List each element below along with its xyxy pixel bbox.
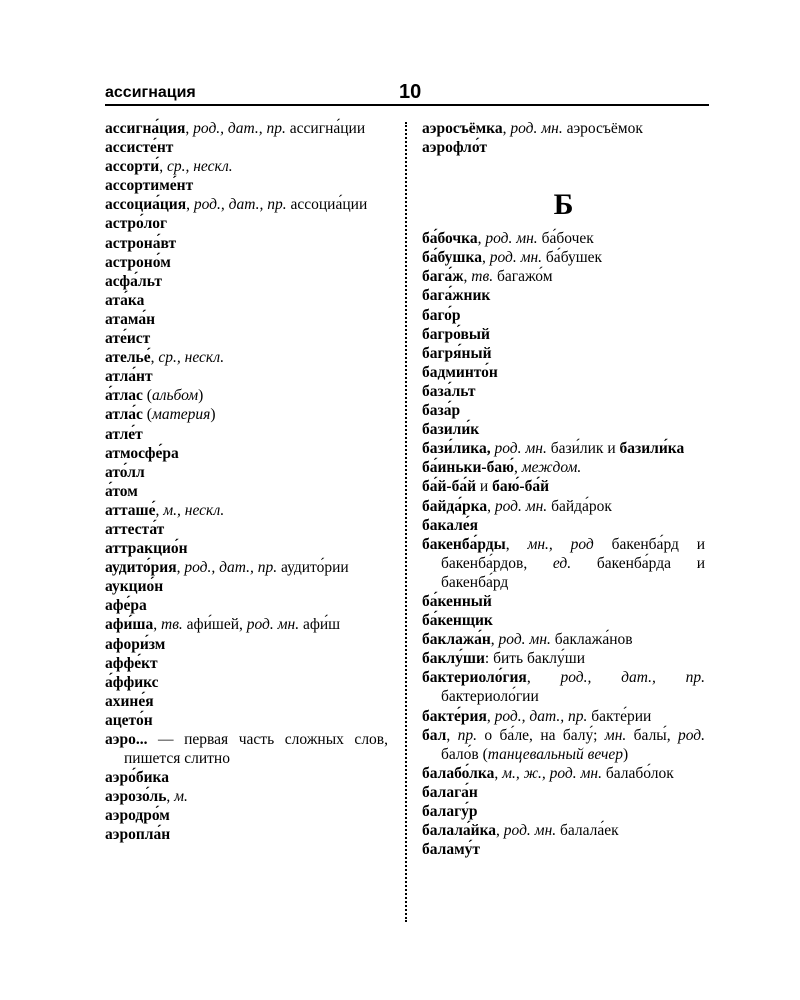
dictionary-entry [422, 535, 705, 592]
dictionary-entry [105, 253, 388, 272]
grammar-note: род. мн. [494, 497, 548, 515]
grammar-note: мн., род [527, 535, 594, 553]
entry-text: , [176, 559, 185, 577]
dictionary-entry [105, 329, 388, 348]
grammar-note: м., ж., род. мн. [502, 764, 602, 782]
entry-text: , [487, 497, 495, 515]
entry-text: афи́шей, [182, 616, 247, 634]
entry-text: , [505, 535, 528, 553]
entry-headword: аукцио́н [105, 578, 164, 596]
entry-headword: астроно́м [105, 253, 171, 271]
dictionary-entry [105, 425, 388, 444]
dictionary-entry [105, 577, 388, 596]
entry-text: , [486, 707, 495, 725]
grammar-note: род., дат., пр. [560, 669, 705, 687]
entry-headword: балага́н [422, 783, 478, 801]
entry-headword: ассорти́ [105, 158, 160, 176]
entry-headword: атла́нт [105, 368, 153, 386]
entry-headword: баламу́т [422, 841, 481, 859]
grammar-note: род. [678, 726, 706, 744]
entry-headword: баклу́ши [422, 650, 485, 668]
entry-text: багажо́м [493, 268, 553, 286]
entry-headword: аффе́кт [105, 654, 158, 672]
entry-headword: ата́ка [105, 291, 145, 309]
entry-text: , [496, 822, 504, 840]
grammar-note: род. мн. [485, 230, 538, 248]
entry-text: , [153, 616, 161, 634]
grammar-note: род., дат., пр. [184, 559, 278, 577]
dictionary-entry [105, 787, 388, 806]
entry-text: афи́ш [299, 616, 341, 634]
dictionary-entry [105, 615, 388, 634]
entry-text: ) [198, 387, 204, 405]
entry-text: ( [142, 387, 152, 405]
dictionary-entry [105, 501, 388, 520]
grammar-note: материя [151, 406, 211, 424]
entry-headword: ба́кенщик [422, 612, 493, 630]
entry-headword: база́льт [422, 382, 476, 400]
dictionary-entry [422, 229, 705, 248]
entry-text: , [185, 120, 194, 137]
entry-text: , [477, 230, 486, 248]
entry-text: , [526, 669, 561, 687]
entry-text: ба́бушек [542, 249, 603, 267]
dictionary-entry [422, 248, 705, 267]
dictionary-entry [422, 821, 705, 840]
entry-text: ( [142, 406, 152, 424]
entry-headword: асфа́льт [105, 272, 162, 290]
dictionary-entry [422, 649, 705, 668]
dictionary-entry [105, 195, 388, 214]
entry-headword: багря́ный [422, 344, 492, 362]
entry-headword: атташе́ [105, 501, 156, 519]
dictionary-entry [105, 272, 388, 291]
entry-text: , [446, 726, 458, 744]
entry-headword: ате́ист [105, 330, 151, 348]
page-number: 10 [399, 81, 422, 103]
dictionary-entry [105, 367, 388, 386]
entry-headword: аэропла́н [105, 826, 171, 844]
grammar-note: род., дат., пр. [193, 120, 286, 137]
entry-text: аудито́рии [277, 559, 349, 577]
dictionary-entry [105, 673, 388, 692]
grammar-note: тв. [471, 268, 494, 286]
dictionary-entry [422, 382, 705, 401]
page-header [105, 81, 709, 104]
entry-headword: бага́жник [422, 287, 491, 305]
dictionary-entry [422, 119, 705, 138]
grammar-note: род., дат., пр. [193, 196, 287, 214]
entry-text: , [186, 196, 194, 214]
dictionary-entry [422, 401, 705, 420]
entry-text: о ба́ле, на балу́; [477, 726, 605, 744]
dictionary-entry [105, 558, 388, 577]
entry-headword: база́р [422, 402, 461, 420]
dictionary-entry [105, 119, 388, 138]
dictionary-entry [105, 405, 388, 424]
entry-headword: атмосфе́ра [105, 444, 179, 462]
entry-text: бакенба́рд и бакенба́рдов, [441, 535, 706, 572]
dictionary-entry [422, 420, 705, 439]
entry-text: байда́рок [547, 497, 612, 515]
dictionary-entry [105, 539, 388, 558]
entry-headword: афе́ра [105, 597, 147, 615]
entry-headword: атeлье́ [105, 349, 151, 367]
dictionary-entry [422, 630, 705, 649]
dictionary-entry [105, 806, 388, 825]
entry-headword: атама́н [105, 310, 156, 328]
entry-headword: базили́ка [619, 440, 685, 458]
entry-text: — первая часть сложных слов, пишется слитно [124, 731, 388, 768]
entry-text: ассоциа́ции [286, 196, 368, 214]
dictionary-entry [105, 176, 388, 195]
entry-headword: бакенба́рды [422, 535, 506, 553]
dictionary-entry [105, 214, 388, 233]
dictionary-entry [105, 730, 388, 768]
grammar-note: танцевальный вечер [487, 745, 624, 763]
dictionary-entry [422, 611, 705, 630]
dictionary-entry [105, 768, 388, 787]
entry-headword: ассисте́нт [105, 139, 174, 157]
grammar-note: ед. [552, 554, 572, 572]
dictionary-entry [105, 291, 388, 310]
entry-headword: аттеста́т [105, 520, 165, 538]
dictionary-entry [422, 477, 705, 496]
entry-headword: ассортиме́нт [105, 177, 194, 195]
entry-headword: аудито́рия [105, 559, 177, 577]
entry-text: балала́ек [556, 822, 619, 840]
dictionary-entry [422, 325, 705, 344]
right-column-entries [422, 229, 705, 859]
entry-text: , [490, 631, 499, 649]
dictionary-entry [105, 692, 388, 711]
entry-headword: а́ффикс [105, 673, 159, 691]
entry-text: бакте́рии [587, 707, 652, 725]
dictionary-entry [422, 726, 705, 764]
grammar-note: род. мн. [246, 616, 300, 634]
grammar-note: мн. [604, 726, 627, 744]
entry-headword: балабо́лка [422, 764, 495, 782]
left-column [105, 119, 388, 845]
entry-headword: бал [422, 726, 447, 744]
entry-headword: ассоциа́ция [105, 196, 187, 214]
entry-text: : бить баклу́ши [484, 650, 585, 668]
dictionary-entry [105, 635, 388, 654]
grammar-note: альбом [151, 387, 199, 405]
section-letter: Б [553, 188, 574, 222]
entry-headword: а́тлас [105, 387, 143, 405]
dictionary-entry [422, 840, 705, 859]
grammar-note: род. мн. [498, 631, 551, 649]
dictionary-entry [422, 668, 705, 706]
entry-headword: баго́р [422, 306, 461, 324]
entry-text: ) [623, 745, 629, 763]
entry-headword: балагу́р [422, 803, 478, 820]
dictionary-entry [105, 348, 388, 367]
entry-headword: аэро... [105, 731, 148, 748]
grammar-note: род. мн. [503, 822, 557, 840]
entry-headword: афи́ша [105, 616, 154, 634]
entry-text: бало́в ( [441, 745, 488, 763]
entry-text: балабо́лок [601, 764, 674, 782]
entry-headword: а́том [105, 482, 138, 500]
entry-headword: бадминто́н [422, 363, 498, 381]
right-column-top-entries [422, 119, 705, 157]
dictionary-entry [422, 138, 705, 157]
dictionary-entry [105, 444, 388, 463]
entry-headword: атле́т [105, 425, 143, 443]
grammar-note: м. [174, 788, 188, 806]
grammar-note: род. мн. [489, 249, 543, 267]
entry-text: баклажа́нов [550, 631, 633, 649]
dictionary-entry [422, 516, 705, 535]
dictionary-entry [105, 482, 388, 501]
dictionary-entry [105, 310, 388, 329]
dictionary-entry [105, 825, 388, 844]
dictionary-entry [105, 463, 388, 482]
entry-text: , [481, 249, 490, 267]
running-headword: ассигнация [105, 84, 196, 101]
entry-headword: баклажа́н [422, 631, 491, 649]
dictionary-entry [422, 439, 705, 458]
dictionary-entry [422, 286, 705, 305]
entry-text: , [502, 120, 511, 137]
dictionary-entry [105, 234, 388, 253]
dictionary-entry [422, 306, 705, 325]
dictionary-entry [105, 157, 388, 176]
entry-text: , [159, 158, 167, 176]
entry-headword: ацето́н [105, 711, 153, 729]
dictionary-entry [422, 592, 705, 611]
entry-headword: бага́ж [422, 268, 464, 286]
dictionary-entry [105, 711, 388, 730]
entry-headword: бактериоло́гия [422, 669, 527, 687]
dictionary-entry [422, 497, 705, 516]
grammar-note: ср., нескл. [166, 158, 233, 176]
entry-text: ассигна́ции [285, 120, 366, 137]
entry-headword: баю́-ба́й [492, 478, 550, 496]
entry-headword: ахине́я [105, 692, 154, 710]
dictionary-entry [422, 363, 705, 382]
entry-headword: аэродро́м [105, 807, 170, 825]
entry-headword: аттракцио́н [105, 540, 188, 558]
dictionary-entry [105, 386, 388, 405]
entry-text: , [155, 501, 164, 519]
entry-headword: бакте́рия [422, 707, 487, 725]
dictionary-entry [105, 596, 388, 615]
grammar-note: тв. [161, 616, 183, 634]
entry-text: и [476, 478, 493, 496]
entry-text: , [463, 268, 472, 286]
dictionary-entry [422, 802, 705, 821]
dictionary-entry [105, 654, 388, 673]
entry-text: , [166, 788, 175, 806]
entry-headword: балала́йка [422, 822, 497, 840]
entry-text: бази́лик и [546, 440, 620, 458]
column-divider [405, 122, 407, 922]
entry-headword: бакале́я [422, 516, 479, 534]
entry-text: бакенба́рда и бакенба́рд [441, 554, 705, 591]
entry-headword: аэрозо́ль [105, 788, 167, 806]
entry-headword: ато́лл [105, 463, 145, 481]
grammar-note: междом. [521, 459, 582, 477]
entry-headword: бази́лика, [422, 440, 491, 458]
dictionary-entry [422, 783, 705, 802]
entry-headword: багро́вый [422, 325, 490, 343]
entry-text: , [494, 764, 503, 782]
entry-text: , [513, 459, 522, 477]
dictionary-entry [422, 764, 705, 783]
dictionary-entry [422, 267, 705, 286]
grammar-note: пр. [457, 726, 477, 744]
entry-headword: ба́бочка [422, 230, 478, 248]
dictionary-entry [422, 458, 705, 477]
entry-headword: ба́бушка [422, 249, 482, 267]
entry-text: ба́бочек [537, 230, 594, 248]
grammar-note: ср., нескл. [158, 349, 225, 367]
entry-headword: ассигна́ция [105, 120, 186, 137]
grammar-note: род. мн. [494, 440, 547, 458]
entry-headword: ба́иньки-баю́ [422, 459, 514, 477]
right-column [422, 119, 705, 859]
entry-headword: ба́й-ба́й [422, 478, 477, 496]
dictionary-entry [422, 707, 705, 726]
dictionary-entry [105, 520, 388, 539]
entry-text: ) [210, 406, 216, 424]
entry-headword: базили́к [422, 421, 480, 439]
entry-headword: астро́лог [105, 215, 168, 233]
entry-headword: астрона́вт [105, 234, 177, 252]
entry-headword: аэросъёмка [422, 120, 503, 137]
header-rule [105, 104, 709, 106]
entry-text: , [150, 349, 159, 367]
dictionary-entry [105, 138, 388, 157]
entry-headword: байда́рка [422, 497, 488, 515]
entry-text: аэросъёмок [562, 120, 643, 137]
entry-headword: ба́кенный [422, 592, 492, 610]
dictionary-entry [422, 344, 705, 363]
entry-text: балы́, [626, 726, 678, 744]
entry-headword: атла́с [105, 406, 143, 424]
grammar-note: род. мн. [510, 120, 563, 137]
grammar-note: м., нескл. [163, 501, 225, 519]
entry-headword: афори́зм [105, 635, 166, 653]
entry-headword: аэрофло́т [422, 139, 488, 157]
entry-text: бактериоло́гии [441, 688, 539, 706]
grammar-note: род., дат., пр. [494, 707, 588, 725]
entry-headword: аэро́бика [105, 769, 169, 787]
